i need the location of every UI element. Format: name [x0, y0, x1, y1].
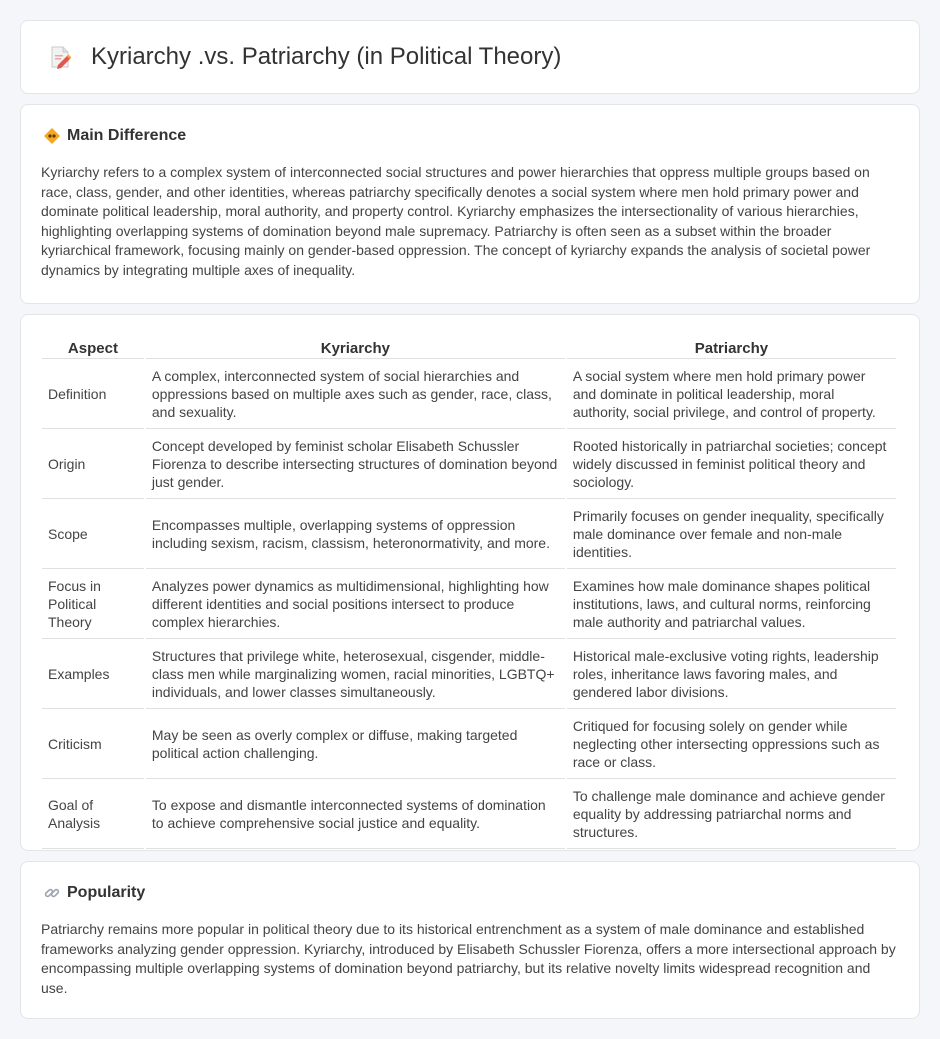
title-card: [20, 20, 920, 94]
aspect-cell: Origin: [42, 429, 144, 499]
table-row: [42, 569, 896, 639]
kyriarchy-cell: Analyzes power dynamics as multidimensional, highlighting how different identities and social positions intersect to produce complex hierarchies.: [146, 569, 565, 639]
kyriarchy-cell: May be seen as overly complex or diffuse, making targeted political action challenging.: [146, 709, 565, 779]
aspect-cell: Scope: [42, 499, 144, 569]
aspect-cell: Definition: [42, 359, 144, 429]
patriarchy-cell: Historical male-exclusive voting rights, leadership roles, inheritance laws favoring males, and gendered labor divisions.: [567, 639, 896, 709]
patriarchy-cell: Primarily focuses on gender inequality, specifically male dominance over female and non-male identities.: [567, 499, 896, 569]
kyriarchy-cell: Encompasses multiple, overlapping systems of oppression including sexism, racism, classism, heteronormativity, and more.: [146, 499, 565, 569]
popularity-text: Patriarchy remains more popular in political theory due to its historical entrenchment as a system of male dominance and established frameworks analyzing gender oppression. Kyriarchy, introduced by Elisabeth Schussler Fiorenza, offers a more intersectional approach by encompassing multiple overlapping systems of domination beyond patriarchy, but its relative novelty limits widespread recognition and use.: [41, 921, 896, 996]
patriarchy-cell: Rooted historically in patriarchal societies; concept widely discussed in feminist political theory and sociology.: [567, 429, 896, 499]
popularity-heading: Popularity: [67, 884, 146, 901]
diamond-sign-icon: [43, 127, 61, 145]
patriarchy-cell: A social system where men hold primary power and dominate in political leadership, moral authority, social privilege, and control of property.: [567, 359, 896, 429]
main-difference-heading: Main Difference: [67, 127, 187, 144]
table-row: [42, 429, 896, 499]
kyriarchy-cell: Structures that privilege white, heterosexual, cisgender, middle-class men while marginalizing women, racial minorities, LGBTQ+ individuals, and lower classes simultaneously.: [146, 639, 565, 709]
link-icon: [43, 884, 61, 902]
popularity-card: [20, 861, 920, 1019]
patriarchy-cell: Critiqued for focusing solely on gender while neglecting other intersecting oppressions such as race or class.: [567, 709, 896, 779]
aspect-cell: Focus in Political Theory: [42, 569, 144, 639]
table-row: [42, 499, 896, 569]
patriarchy-cell: Examines how male dominance shapes political institutions, laws, and cultural norms, reinforcing male authority and patriarchal values.: [567, 569, 896, 639]
kyriarchy-cell: A complex, interconnected system of social hierarchies and oppressions based on multiple axes such as gender, race, class, and sexuality.: [146, 359, 565, 429]
patriarchy-cell: To challenge male dominance and achieve gender equality by addressing patriarchal norms and structures.: [567, 779, 896, 849]
table-row: [42, 359, 896, 429]
aspect-cell: Examples: [42, 639, 144, 709]
kyriarchy-cell: Concept developed by feminist scholar Elisabeth Schussler Fiorenza to describe intersecting structures of domination beyond just gender.: [146, 429, 565, 499]
document-pencil-icon: [47, 44, 73, 70]
main-difference-card: [20, 104, 920, 304]
comparison-table-card: [20, 314, 920, 851]
main-difference-text: Kyriarchy refers to a complex system of interconnected social structures and power hierarchies that oppress multiple groups based on race, class, gender, and other identities, whereas patriarchy specifically denotes a social system where men hold primary power and dominate political leadership, moral authority, and property control. Kyriarchy emphasizes the intersectionality of various hierarchies, highlighting overlapping systems of domination beyond male supremacy. Patriarchy is often seen as a subset within the broader kyriarchical framework, focusing mainly on gender-based oppression. The concept of kyriarchy expands the analysis of societal power dynamics by integrating multiple axes of inequality.: [41, 164, 871, 278]
comparison-table: [40, 335, 898, 849]
aspect-cell: Criticism: [42, 709, 144, 779]
aspect-cell: Goal of Analysis: [42, 779, 144, 849]
header-aspect: Aspect: [42, 335, 144, 359]
kyriarchy-cell: To expose and dismantle interconnected systems of domination to achieve comprehensive social justice and equality.: [146, 779, 565, 849]
table-row: [42, 639, 896, 709]
table-row: [42, 709, 896, 779]
header-kyriarchy: Kyriarchy: [146, 335, 565, 359]
table-header-row: [42, 335, 896, 359]
popularity-header: [41, 884, 899, 902]
table-row: [42, 779, 896, 849]
main-difference-header: [41, 127, 899, 145]
header-patriarchy: Patriarchy: [567, 335, 896, 359]
page-title: Kyriarchy .vs. Patriarchy (in Political Theory): [91, 43, 562, 70]
